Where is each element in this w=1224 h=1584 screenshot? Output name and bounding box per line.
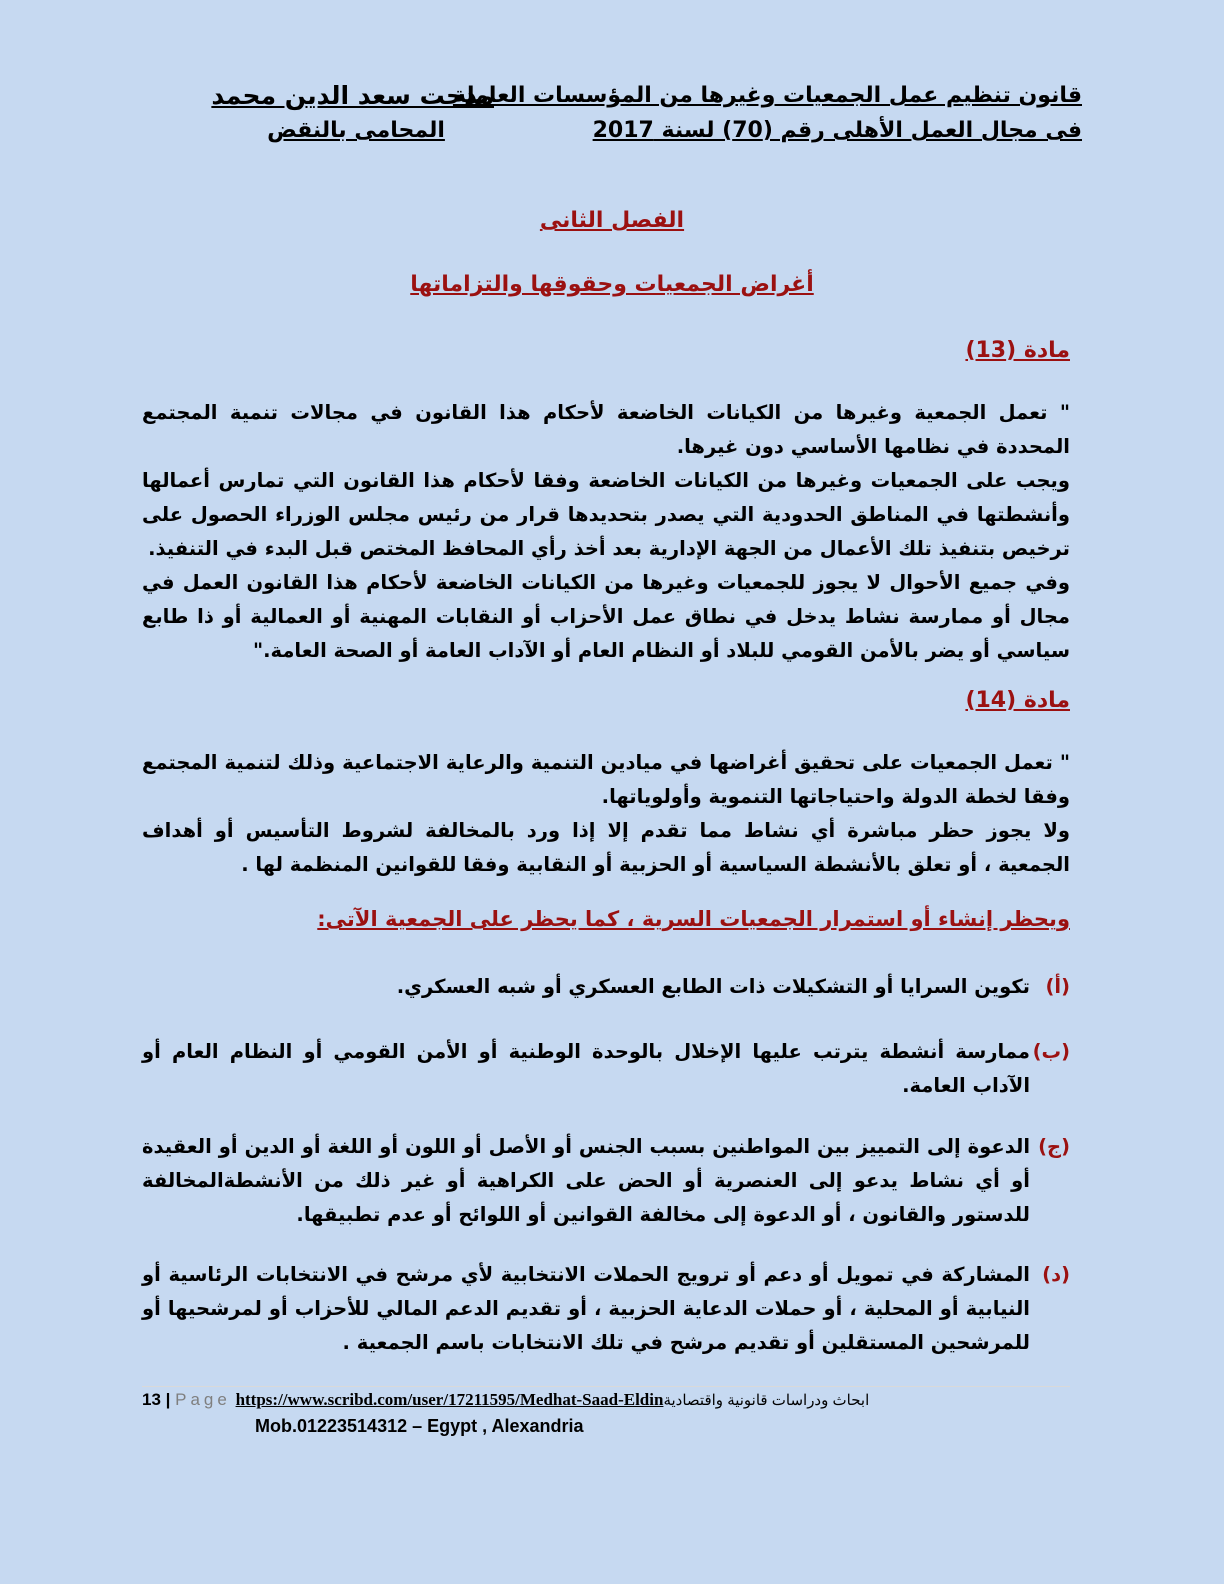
law-title-header: [453, 78, 1082, 148]
page-number: 13: [142, 1390, 161, 1409]
footer-caption: ابحاث ودراسات قانونية واقتصادية: [663, 1392, 870, 1409]
chapter-title: الفصل الثانى: [539, 208, 685, 233]
prohibition-item: [142, 1035, 1070, 1103]
article-13-title: مادة (13): [965, 338, 1070, 363]
author-name: مدحت سعد الدين محمد: [211, 81, 494, 110]
page-separator: |: [160, 1390, 176, 1409]
prohibition-item: [142, 970, 1070, 1004]
item-marker: (ج): [1038, 1135, 1070, 1158]
footer-divider: [142, 1386, 1070, 1387]
item-text: ممارسة أنشطة يترتب عليها الإخلال بالوحدة الوطنية أو الأمن القومي أو النظام العام أو الآداب العامة.: [142, 1040, 1030, 1097]
item-text: الدعوة إلى التمييز بين المواطنين بسبب الجنس أو الأصل أو اللون أو اللغة أو الدين أو العقيدة أو أي نشاط يدعو إلى العنصرية أو الحض على الكراهية أو غير ذلك من الأنشطةالمخالفة للدستور والقانون ، أو الدعوة إلى مخالفة القوانين أو اللوائح أو عدم تطبيقها.: [142, 1135, 1030, 1226]
article-13-paragraph: " تعمل الجمعية وغيرها من الكيانات الخاضعة لأحكام هذا القانون في مجالات تنمية المجتمع المحددة في نظامها الأساسي دون غيرها.: [142, 401, 1070, 458]
article-14-title: مادة (14): [965, 688, 1070, 713]
law-title-line2: فى مجال العمل الأهلى رقم (70) لسنة 2017: [592, 118, 1082, 143]
article-13-paragraph: ويجب على الجمعيات وغيرها من الكيانات الخاضعة وفقا لأحكام هذا القانون التي تمارس أعمالها وأنشطتها في المناطق الحدودية التي يصدر بتحديدها قرار من رئيس مجلس الوزراء الحصول على ترخيص بتنفيذ تلك الأعمال من الجهة الإدارية بعد أخذ رأي المحافظ المختص قبل البدء في التنفيذ.: [142, 469, 1070, 560]
article-13-body: [142, 396, 1070, 668]
page-label: Page: [175, 1390, 231, 1409]
item-text: المشاركة في تمويل أو دعم أو ترويج الحملات الانتخابية لأي مرشح في الانتخابات الرئاسية أو النيابية أو المحلية ، أو حملات الدعاية الحزبية ، أو تقديم الدعم المالي للأحزاب أو لمرشحيها أو للمرشحين المستقلين أو تقديم مرشح في تلك الانتخابات باسم الجمعية .: [142, 1263, 1030, 1354]
item-text: تكوين السرايا أو التشكيلات ذات الطابع العسكري أو شبه العسكري.: [396, 975, 1030, 998]
footer-contact: Mob.01223514312 – Egypt , Alexandria: [255, 1416, 584, 1436]
scribd-link[interactable]: https://www.scribd.com/user/17211595/Medhat-Saad-Eldin: [235, 1390, 664, 1409]
article-14-paragraph: ولا يجوز حظر مباشرة أي نشاط مما تقدم إلا إذا ورد بالمخالفة لشروط التأسيس أو أهداف الجمعية ، أو تعلق بالأنشطة السياسية أو الحزبية أو النقابية وفقا للقوانين المنظمة لها .: [142, 819, 1070, 876]
author-header: [211, 78, 494, 148]
footer-line: [142, 1390, 869, 1410]
article-14-paragraph: " تعمل الجمعيات على تحقيق أغراضها في ميادين التنمية والرعاية الاجتماعية وذلك لتنمية المجتمع وفقا لخطة الدولة واحتياجاتها التنموية وأولوياتها.: [142, 751, 1070, 808]
prohibition-item: [142, 1130, 1070, 1232]
item-marker: (ب): [1032, 1040, 1070, 1063]
author-title: المحامى بالنقض: [267, 118, 445, 143]
article-13-paragraph: وفي جميع الأحوال لا يجوز للجمعيات وغيرها من الكيانات الخاضعة لأحكام هذا القانون العمل في مجال أو ممارسة نشاط يدخل في نطاق عمل الأحزاب أو النقابات المهنية أو العمالية أو ذا طابع سياسي أو يضر بالأمن القومي للبلاد أو النظام العام أو الآداب العامة أو الصحة العامة.": [142, 571, 1070, 662]
item-marker: (د): [1042, 1263, 1070, 1286]
item-marker: (أ): [1045, 975, 1070, 998]
law-title-line1: قانون تنظيم عمل الجمعيات وغيرها من المؤسسات العاملة: [452, 83, 1082, 108]
article-14-body: [142, 746, 1070, 882]
section-title: أغراض الجمعيات وحقوقها والتزاماتها: [410, 272, 814, 297]
prohibition-item: [142, 1258, 1070, 1360]
prohibitions-lead: ويحظر إنشاء أو استمرار الجمعيات السرية ، كما يحظر على الجمعية الآتى:: [317, 907, 1070, 931]
